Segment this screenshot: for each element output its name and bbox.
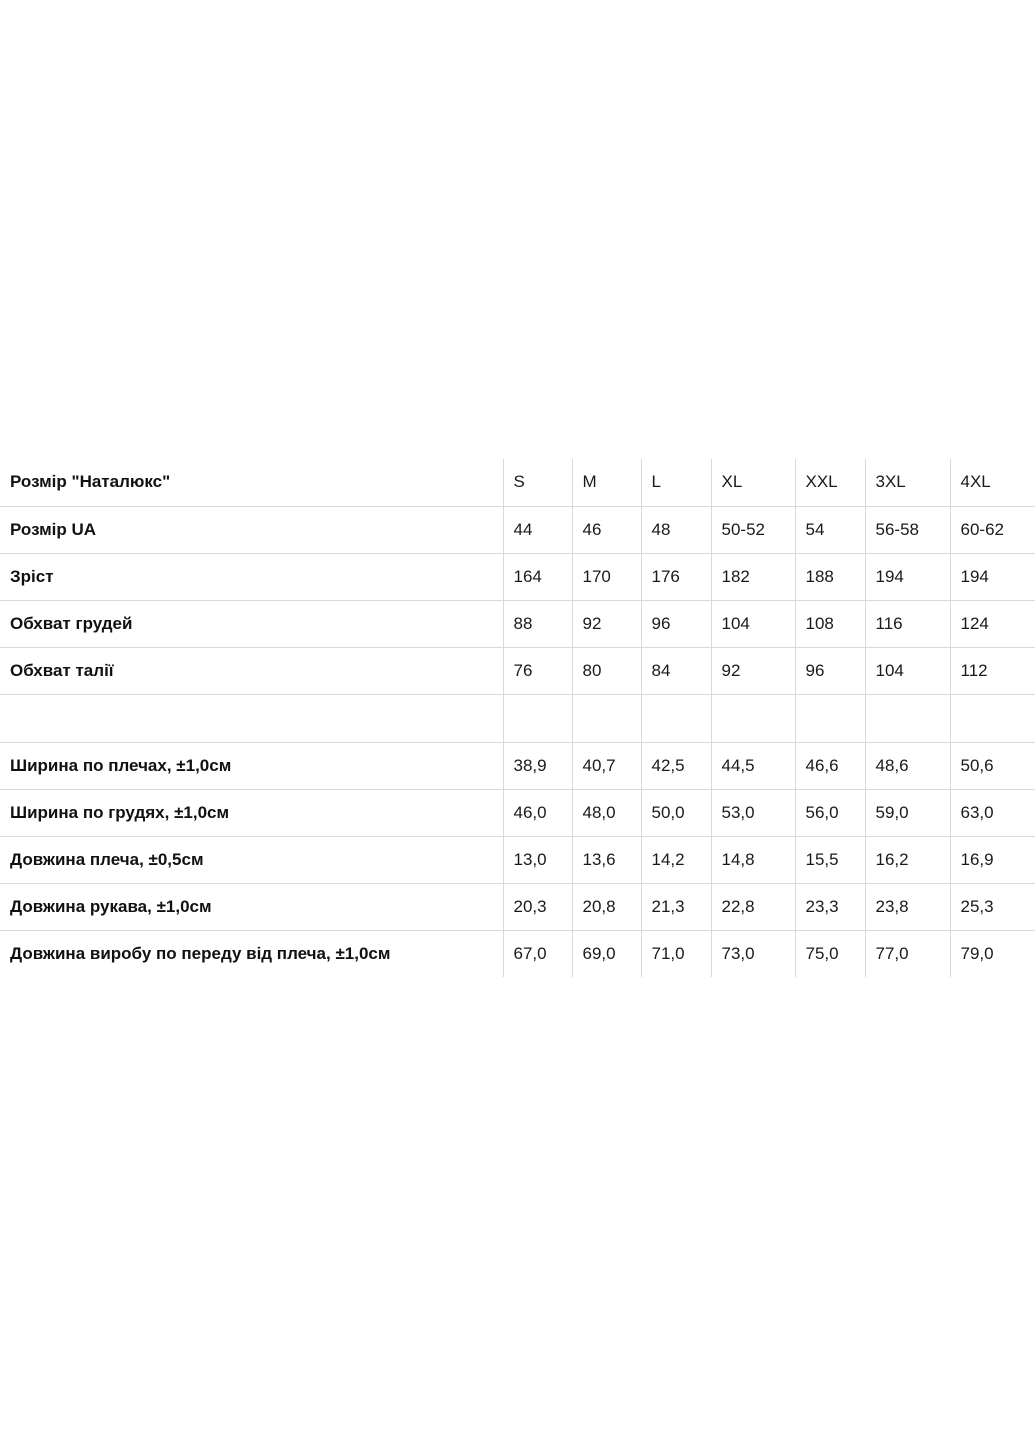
table-cell: 77,0 bbox=[865, 930, 950, 977]
table-cell: 13,6 bbox=[572, 836, 641, 883]
table-cell: 50,0 bbox=[641, 789, 711, 836]
table-cell bbox=[865, 694, 950, 742]
table-cell: 170 bbox=[572, 553, 641, 600]
row-label: Ширина по грудях, ±1,0см bbox=[0, 789, 503, 836]
table-cell: 48,6 bbox=[865, 742, 950, 789]
table-cell: 23,3 bbox=[795, 883, 865, 930]
table-cell: 124 bbox=[950, 600, 1035, 647]
table-cell: 20,3 bbox=[503, 883, 572, 930]
table-cell: 194 bbox=[865, 553, 950, 600]
table-cell: 42,5 bbox=[641, 742, 711, 789]
row-label: Довжина виробу по переду від плеча, ±1,0см bbox=[10, 943, 391, 963]
header-size-xxl: XXL bbox=[795, 459, 865, 506]
table-cell: 112 bbox=[950, 647, 1035, 694]
table-cell: 53,0 bbox=[711, 789, 795, 836]
row-label: Довжина плеча, ±0,5см bbox=[0, 836, 503, 883]
table-cell: 16,9 bbox=[950, 836, 1035, 883]
table-cell: 92 bbox=[711, 647, 795, 694]
table-cell: 71,0 bbox=[641, 930, 711, 977]
table-row-front-length bbox=[0, 930, 1035, 977]
table-cell: 50-52 bbox=[711, 506, 795, 553]
header-size-3xl: 3XL bbox=[865, 459, 950, 506]
header-label: Розмір "Наталюкс" bbox=[0, 459, 503, 506]
table-header-row bbox=[0, 459, 1035, 506]
table-cell: 50,6 bbox=[950, 742, 1035, 789]
table-row-size-ua bbox=[0, 506, 1035, 553]
table-row-height bbox=[0, 553, 1035, 600]
table-cell: 194 bbox=[950, 553, 1035, 600]
table-cell: 59,0 bbox=[865, 789, 950, 836]
table-cell bbox=[950, 694, 1035, 742]
table-cell: 46,6 bbox=[795, 742, 865, 789]
table-cell: 73,0 bbox=[711, 930, 795, 977]
table-cell: 48 bbox=[641, 506, 711, 553]
row-label: Зріст bbox=[0, 553, 503, 600]
table-cell bbox=[641, 694, 711, 742]
table-cell: 79,0 bbox=[950, 930, 1035, 977]
row-label: Розмір UA bbox=[0, 506, 503, 553]
table-cell: 182 bbox=[711, 553, 795, 600]
table-cell: 96 bbox=[795, 647, 865, 694]
table-cell: 15,5 bbox=[795, 836, 865, 883]
table-cell: 92 bbox=[572, 600, 641, 647]
table-cell bbox=[572, 694, 641, 742]
header-size-s: S bbox=[503, 459, 572, 506]
table-cell: 22,8 bbox=[711, 883, 795, 930]
table-row-shoulder-width bbox=[0, 742, 1035, 789]
table-cell: 46,0 bbox=[503, 789, 572, 836]
table-cell: 14,2 bbox=[641, 836, 711, 883]
table-cell: 88 bbox=[503, 600, 572, 647]
table-cell: 60-62 bbox=[950, 506, 1035, 553]
header-size-4xl: 4XL bbox=[950, 459, 1035, 506]
table-cell: 104 bbox=[711, 600, 795, 647]
table-cell: 76 bbox=[503, 647, 572, 694]
row-label: Довжина рукава, ±1,0см bbox=[0, 883, 503, 930]
table-cell: 21,3 bbox=[641, 883, 711, 930]
table-cell: 188 bbox=[795, 553, 865, 600]
table-cell: 84 bbox=[641, 647, 711, 694]
table-cell: 63,0 bbox=[950, 789, 1035, 836]
table-cell: 56-58 bbox=[865, 506, 950, 553]
table-cell: 56,0 bbox=[795, 789, 865, 836]
table-row-chest-width bbox=[0, 789, 1035, 836]
table-cell: 13,0 bbox=[503, 836, 572, 883]
table-cell: 80 bbox=[572, 647, 641, 694]
table-cell: 38,9 bbox=[503, 742, 572, 789]
table-cell: 75,0 bbox=[795, 930, 865, 977]
table-cell bbox=[503, 694, 572, 742]
table-row-empty bbox=[0, 694, 1035, 742]
row-label: Обхват талії bbox=[0, 647, 503, 694]
table-row-shoulder-length bbox=[0, 836, 1035, 883]
table-cell: 14,8 bbox=[711, 836, 795, 883]
table-cell bbox=[711, 694, 795, 742]
table-cell: 164 bbox=[503, 553, 572, 600]
table-row-chest-girth bbox=[0, 600, 1035, 647]
table-cell: 20,8 bbox=[572, 883, 641, 930]
row-label: Ширина по плечах, ±1,0см bbox=[0, 742, 503, 789]
table-cell: 23,8 bbox=[865, 883, 950, 930]
table-cell: 104 bbox=[865, 647, 950, 694]
row-label bbox=[0, 694, 503, 742]
header-size-m: M bbox=[572, 459, 641, 506]
row-label: Обхват грудей bbox=[0, 600, 503, 647]
table-cell: 96 bbox=[641, 600, 711, 647]
size-chart-table bbox=[0, 459, 1035, 977]
table-cell: 176 bbox=[641, 553, 711, 600]
table-cell: 69,0 bbox=[572, 930, 641, 977]
header-size-xl: XL bbox=[711, 459, 795, 506]
header-size-l: L bbox=[641, 459, 711, 506]
table-cell: 25,3 bbox=[950, 883, 1035, 930]
table-cell: 54 bbox=[795, 506, 865, 553]
table-cell: 67,0 bbox=[503, 930, 572, 977]
table-cell: 46 bbox=[572, 506, 641, 553]
table-cell: 40,7 bbox=[572, 742, 641, 789]
table-cell: 44 bbox=[503, 506, 572, 553]
table-cell bbox=[795, 694, 865, 742]
table-cell: 116 bbox=[865, 600, 950, 647]
table-cell: 108 bbox=[795, 600, 865, 647]
table-cell: 16,2 bbox=[865, 836, 950, 883]
table-row-waist-girth bbox=[0, 647, 1035, 694]
table-cell: 44,5 bbox=[711, 742, 795, 789]
table-row-sleeve-length bbox=[0, 883, 1035, 930]
table-cell: 48,0 bbox=[572, 789, 641, 836]
